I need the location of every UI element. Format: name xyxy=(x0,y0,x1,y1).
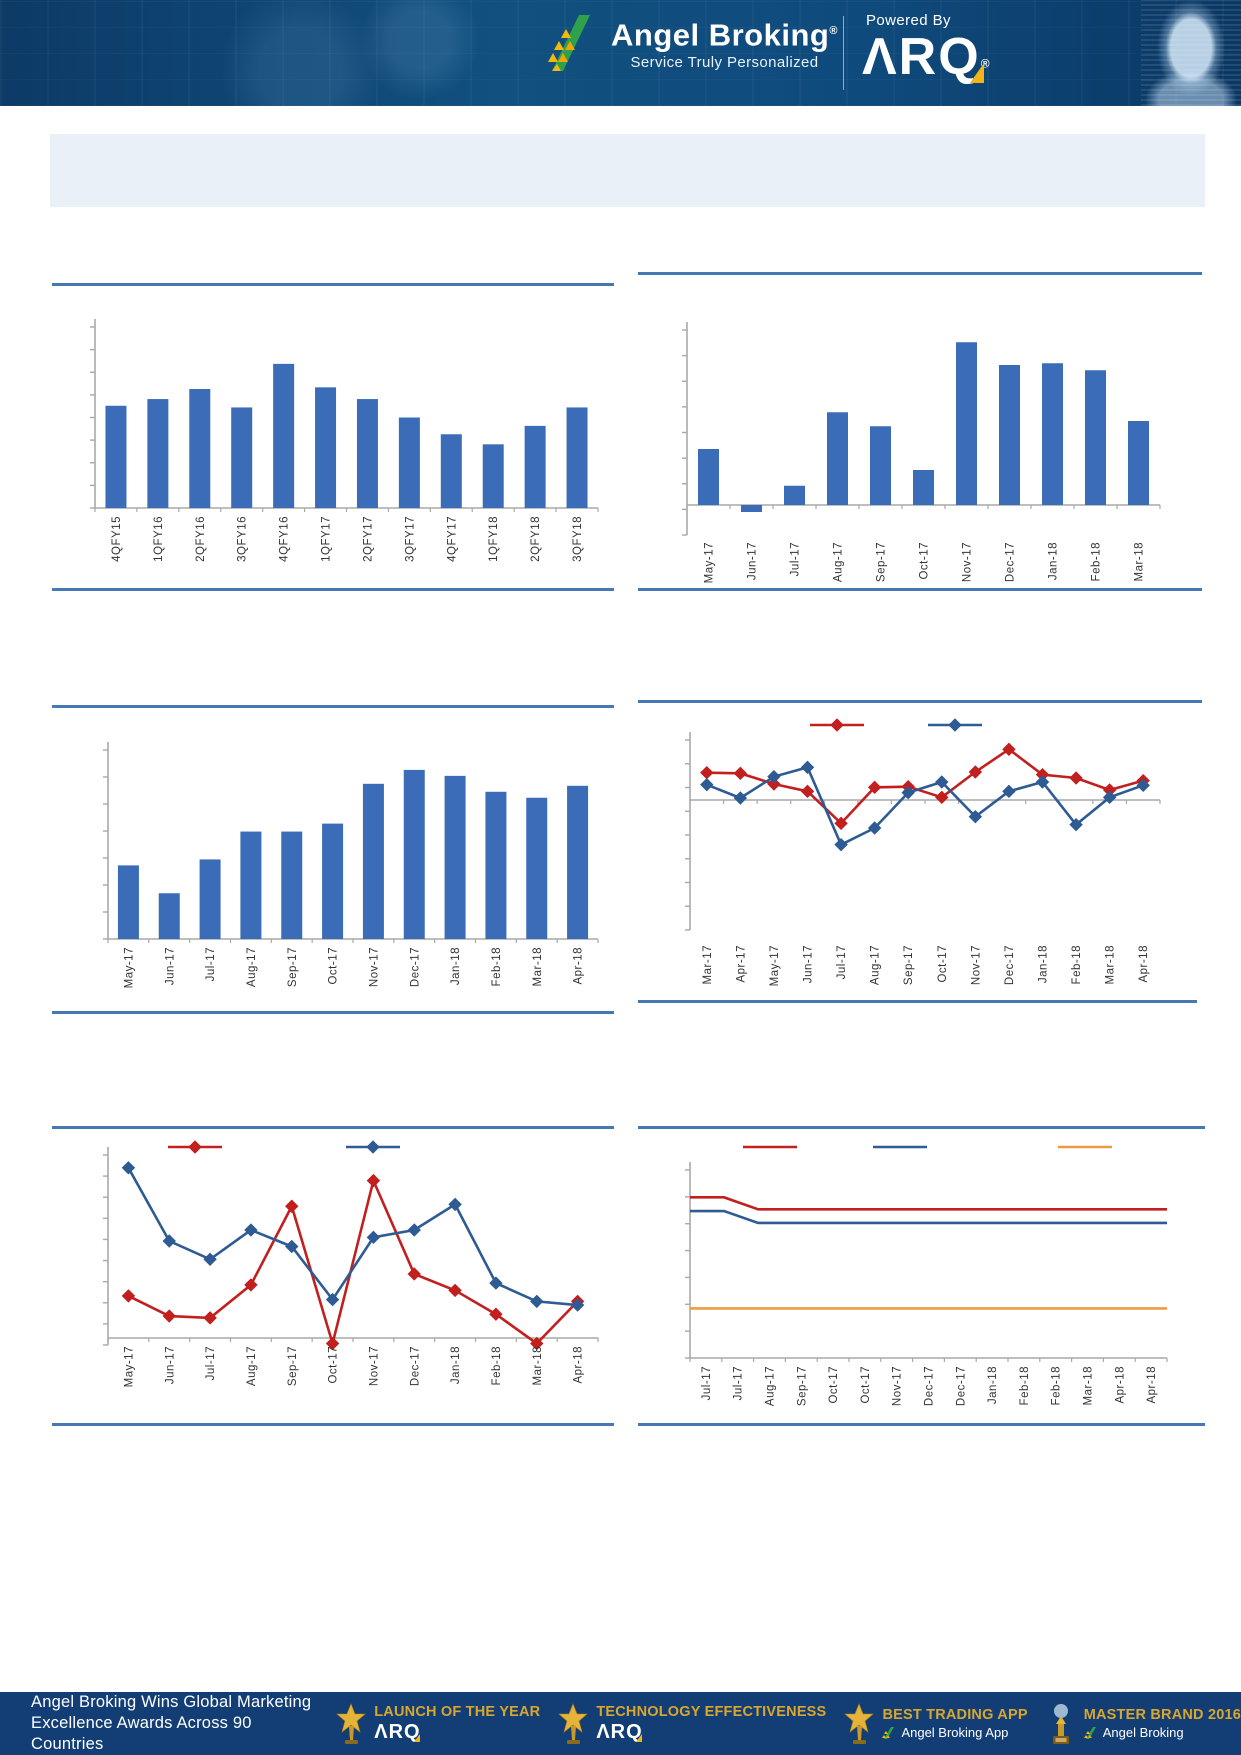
chart-two-line-oscillating xyxy=(638,705,1202,1000)
arq-wordmark: ΛRQ® xyxy=(862,28,990,86)
brand-name: Angel Broking® xyxy=(611,17,838,53)
svg-text:Jan-18: Jan-18 xyxy=(1047,542,1060,581)
brand-tagline: Service Truly Personalized xyxy=(630,54,819,72)
svg-text:2QFY17: 2QFY17 xyxy=(362,516,375,562)
svg-text:Oct-17: Oct-17 xyxy=(828,1366,841,1404)
svg-text:Feb-18: Feb-18 xyxy=(1090,542,1103,582)
svg-text:Oct-17: Oct-17 xyxy=(327,1346,340,1384)
award-title: TECHNOLOGY EFFECTIVENESS xyxy=(596,1704,827,1720)
svg-text:Mar-18: Mar-18 xyxy=(1082,1366,1095,1406)
powered-by-label: Powered By xyxy=(866,12,951,29)
chart-quarterly-bar xyxy=(52,290,614,588)
globe-trophy-icon xyxy=(1046,1702,1076,1746)
section-divider xyxy=(52,705,614,708)
svg-text:Jan-18: Jan-18 xyxy=(450,1346,463,1385)
section-divider xyxy=(638,1000,1197,1003)
trophy-star-icon xyxy=(844,1702,874,1746)
svg-text:Oct-17: Oct-17 xyxy=(327,947,340,985)
svg-text:Feb-18: Feb-18 xyxy=(1071,945,1084,985)
arq-yellow-triangle-icon xyxy=(970,63,984,83)
svg-text:Jul-17: Jul-17 xyxy=(789,542,802,577)
svg-text:Apr-18: Apr-18 xyxy=(1146,1366,1159,1404)
svg-text:Jul-17: Jul-17 xyxy=(836,945,849,980)
svg-text:Apr-17: Apr-17 xyxy=(735,945,748,983)
svg-text:Nov-17: Nov-17 xyxy=(368,947,381,988)
svg-text:Oct-17: Oct-17 xyxy=(859,1366,872,1404)
svg-text:Apr-18: Apr-18 xyxy=(572,1346,585,1384)
svg-text:Apr-18: Apr-18 xyxy=(1114,1366,1127,1404)
svg-text:Feb-18: Feb-18 xyxy=(1050,1366,1063,1406)
arq-logo-block xyxy=(862,12,990,85)
award-launch-of-the-year xyxy=(336,1702,540,1746)
svg-text:Dec-17: Dec-17 xyxy=(409,1346,422,1387)
svg-text:Aug-17: Aug-17 xyxy=(832,542,845,583)
chart-monthly-bar-trend xyxy=(52,712,614,1011)
footer-headline xyxy=(31,1692,318,1755)
header-divider xyxy=(843,16,844,90)
award-subtitle xyxy=(882,1725,1027,1740)
arq-yellow-triangle-icon xyxy=(636,1734,642,1742)
svg-text:Dec-17: Dec-17 xyxy=(923,1366,936,1407)
svg-text:Nov-17: Nov-17 xyxy=(891,1366,904,1407)
chart-two-line-monthly xyxy=(52,1130,614,1423)
svg-text:Nov-17: Nov-17 xyxy=(961,542,974,583)
chart-three-flat-lines xyxy=(638,1130,1205,1423)
svg-text:1QFY16: 1QFY16 xyxy=(152,516,165,562)
svg-text:Dec-17: Dec-17 xyxy=(1004,542,1017,583)
trophy-star-icon xyxy=(558,1702,588,1746)
svg-text:Dec-17: Dec-17 xyxy=(409,947,422,988)
svg-text:May-17: May-17 xyxy=(123,1346,136,1388)
award-subtitle: ΛRQ xyxy=(374,1721,421,1743)
chart-monthly-bar-with-negative xyxy=(638,290,1202,588)
svg-text:Sep-17: Sep-17 xyxy=(286,947,299,988)
section-divider xyxy=(638,700,1202,703)
section-divider xyxy=(52,283,614,286)
svg-text:Apr-18: Apr-18 xyxy=(572,947,585,985)
angel-triangle-logo-icon xyxy=(545,15,599,71)
svg-text:4QFY17: 4QFY17 xyxy=(446,516,459,562)
award-title: MASTER BRAND 2016 xyxy=(1083,1707,1241,1723)
svg-text:Oct-17: Oct-17 xyxy=(918,542,931,580)
svg-text:Sep-17: Sep-17 xyxy=(796,1366,809,1407)
svg-text:Dec-17: Dec-17 xyxy=(1003,945,1016,986)
svg-text:Jul-17: Jul-17 xyxy=(732,1366,745,1401)
section-divider xyxy=(52,588,614,591)
angel-mini-logo-icon xyxy=(882,1727,896,1739)
brand-text-block xyxy=(611,14,838,71)
notice-banner xyxy=(50,134,1205,207)
svg-text:4QFY15: 4QFY15 xyxy=(110,516,123,562)
svg-text:1QFY18: 1QFY18 xyxy=(488,516,501,562)
section-divider xyxy=(52,1423,614,1426)
svg-text:Mar-18: Mar-18 xyxy=(531,947,544,987)
svg-text:May-17: May-17 xyxy=(123,947,136,989)
award-best-trading-app xyxy=(844,1702,1027,1746)
award-title: BEST TRADING APP xyxy=(882,1707,1028,1723)
award-technology-effectiveness xyxy=(558,1702,826,1746)
svg-text:Jul-17: Jul-17 xyxy=(205,1346,218,1381)
award-master-brand-2016 xyxy=(1046,1702,1241,1746)
svg-text:3QFY18: 3QFY18 xyxy=(572,516,585,562)
svg-text:Jan-18: Jan-18 xyxy=(987,1366,1000,1405)
svg-text:Nov-17: Nov-17 xyxy=(970,945,983,986)
brand-registered-mark: ® xyxy=(829,25,838,37)
section-divider xyxy=(52,1126,614,1129)
svg-text:Jul-17: Jul-17 xyxy=(700,1366,713,1401)
svg-text:Mar-18: Mar-18 xyxy=(1104,945,1117,985)
svg-text:Jun-17: Jun-17 xyxy=(802,945,815,984)
svg-text:4QFY16: 4QFY16 xyxy=(278,516,291,562)
svg-text:Dec-17: Dec-17 xyxy=(955,1366,968,1407)
footer-headline-line1: Angel Broking Wins Global Marketing xyxy=(31,1693,312,1711)
award-subtitle: ΛRQ xyxy=(596,1721,643,1743)
svg-text:Jul-17: Jul-17 xyxy=(205,947,218,982)
section-divider xyxy=(638,272,1202,275)
svg-text:Oct-17: Oct-17 xyxy=(936,945,949,983)
svg-text:Mar-18: Mar-18 xyxy=(531,1346,544,1386)
svg-text:3QFY17: 3QFY17 xyxy=(404,516,417,562)
svg-text:2QFY16: 2QFY16 xyxy=(194,516,207,562)
svg-text:Aug-17: Aug-17 xyxy=(764,1366,777,1407)
footer-headline-line2: Excellence Awards Across 90 Countries xyxy=(31,1714,252,1753)
svg-text:Jun-17: Jun-17 xyxy=(746,542,759,581)
svg-text:Mar-17: Mar-17 xyxy=(701,945,714,985)
section-divider xyxy=(52,1011,614,1014)
svg-text:Sep-17: Sep-17 xyxy=(903,945,916,986)
arq-yellow-triangle-icon xyxy=(414,1734,420,1742)
svg-text:Feb-18: Feb-18 xyxy=(490,1346,503,1386)
header-bar xyxy=(0,0,1241,106)
svg-text:Mar-18: Mar-18 xyxy=(1133,542,1146,582)
svg-text:May-17: May-17 xyxy=(768,945,781,987)
svg-text:May-17: May-17 xyxy=(703,542,716,584)
svg-text:Feb-18: Feb-18 xyxy=(490,947,503,987)
svg-text:Jan-18: Jan-18 xyxy=(450,947,463,986)
svg-text:Aug-17: Aug-17 xyxy=(869,945,882,986)
svg-text:3QFY16: 3QFY16 xyxy=(236,516,249,562)
angel-broking-logo xyxy=(545,14,838,71)
svg-text:Aug-17: Aug-17 xyxy=(245,1346,258,1387)
svg-text:Jun-17: Jun-17 xyxy=(164,947,177,986)
award-title: LAUNCH OF THE YEAR xyxy=(374,1704,541,1720)
svg-text:Sep-17: Sep-17 xyxy=(875,542,888,583)
svg-text:Apr-18: Apr-18 xyxy=(1138,945,1151,983)
svg-text:Feb-18: Feb-18 xyxy=(1018,1366,1031,1406)
arq-registered-mark: ® xyxy=(980,56,990,71)
trophy-star-icon xyxy=(336,1702,366,1746)
section-divider xyxy=(638,1423,1205,1426)
footer-awards-bar xyxy=(0,1692,1241,1755)
award-subtitle-label: Angel Broking App xyxy=(901,1725,1009,1740)
svg-text:1QFY17: 1QFY17 xyxy=(320,516,333,562)
hologram-face-graphic xyxy=(1141,0,1241,106)
svg-text:Nov-17: Nov-17 xyxy=(368,1346,381,1387)
award-subtitle-label: Angel Broking xyxy=(1102,1725,1184,1740)
award-subtitle xyxy=(1084,1725,1241,1740)
svg-text:Aug-17: Aug-17 xyxy=(245,947,258,988)
svg-text:2QFY18: 2QFY18 xyxy=(530,516,543,562)
svg-text:Jan-18: Jan-18 xyxy=(1037,945,1050,984)
section-divider xyxy=(638,588,1202,591)
svg-text:Jun-17: Jun-17 xyxy=(164,1346,177,1385)
section-divider xyxy=(638,1126,1205,1129)
svg-text:Sep-17: Sep-17 xyxy=(286,1346,299,1387)
angel-mini-logo-icon xyxy=(1084,1727,1098,1739)
